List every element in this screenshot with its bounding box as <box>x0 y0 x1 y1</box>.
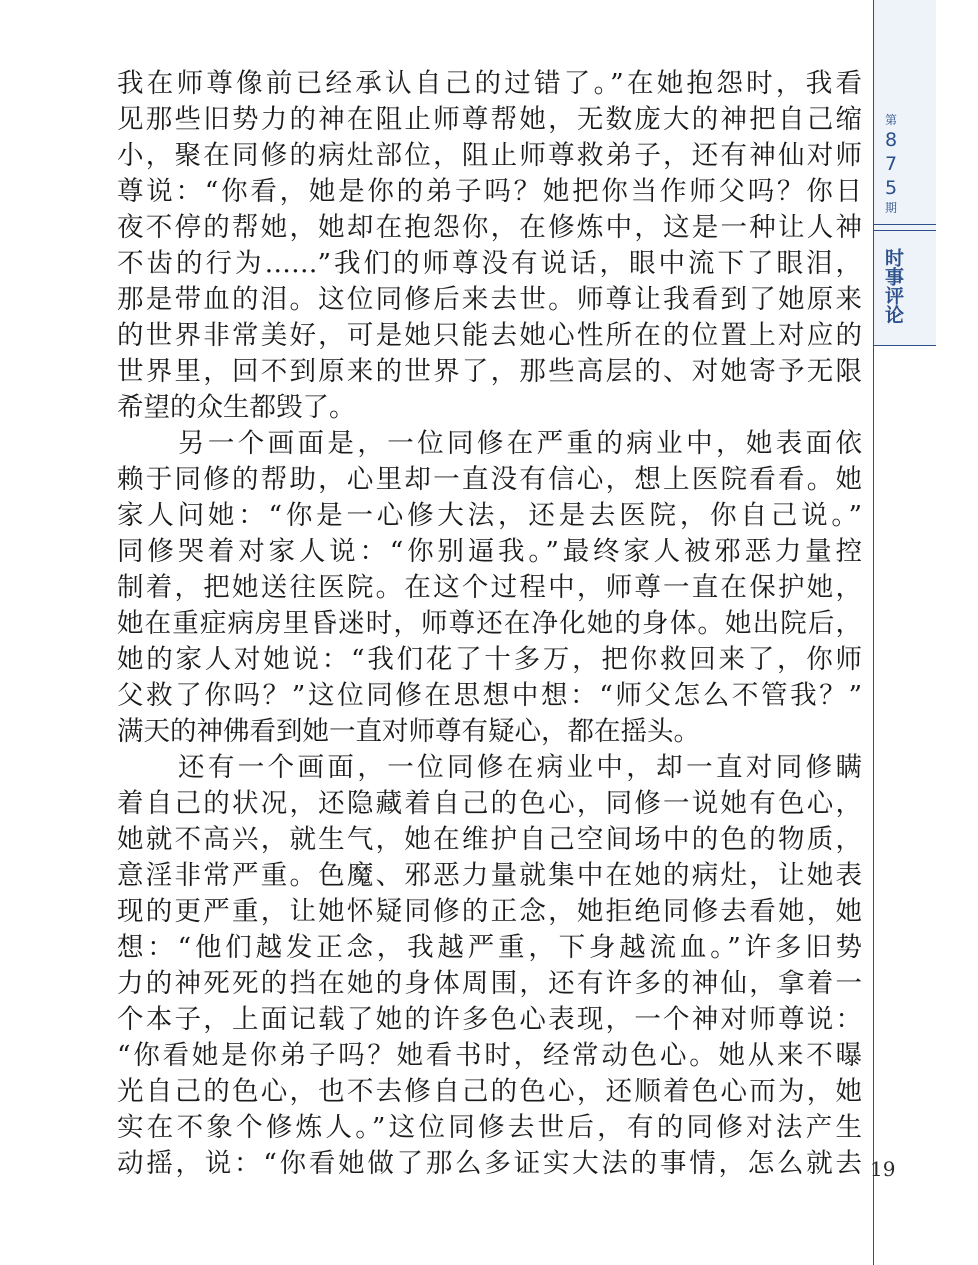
issue-number <box>880 112 902 216</box>
text-line: 赖于同修的帮助，心里却一直没有信心，想上医院看看。她 <box>117 464 862 495</box>
text-line: 她在重症病房里昏迷时，师尊还在净化她的身体。她出院后， <box>117 608 862 639</box>
sidebar <box>873 0 936 1265</box>
text-line: 着自己的状况，还隐藏着自己的色心，同修一说她有色心， <box>117 788 862 819</box>
text-line: 希望的众生都毁了。 <box>117 392 356 423</box>
text-line: 那是带血的泪。这位同修后来去世。师尊让我看到了她原来 <box>117 284 862 315</box>
article-body <box>117 66 862 1182</box>
text-line: 动摇，说：“你看她做了那么多证实大法的事情，怎么就去 <box>117 1148 862 1179</box>
text-line: 意淫非常严重。色魔、邪恶力量就集中在她的病灶，让她表 <box>117 860 862 891</box>
issue-digit: 7 <box>884 153 898 175</box>
text-line: 个本子，上面记载了她的许多色心表现，一个神对师尊说： <box>117 1004 862 1035</box>
text-line: 光自己的色心，也不去修自己的色心，还顺着色心而为，她 <box>117 1076 862 1107</box>
text-line: 想：“他们越发正念，我越严重，下身越流血。”许多旧势 <box>117 932 862 963</box>
text-line: 尊说：“你看，她是你的弟子吗？她把你当作师父吗？你日 <box>117 176 862 207</box>
text-line: 父救了你吗？”这位同修在思想中想：“师父怎么不管我？” <box>117 680 862 711</box>
text-line: 实在不象个修炼人。”这位同修去世后，有的同修对法产生 <box>117 1112 862 1143</box>
text-line: 她就不高兴，就生气，她在维护自己空间场中的色的物质， <box>117 824 862 855</box>
text-line: 她的家人对她说：“我们花了十多万，把你救回来了，你师 <box>117 644 862 675</box>
issue-suffix: 期 <box>884 201 897 215</box>
divider <box>874 345 936 346</box>
text-line: 力的神死死的挡在她的身体周围，还有许多的神仙，拿着一 <box>117 968 862 999</box>
text-line: 家人问她：“你是一心修大法，还是去医院，你自己说。” <box>117 500 862 531</box>
text-line: 小，聚在同修的病灶部位，阻止师尊救弟子，还有神仙对师 <box>117 140 862 171</box>
divider <box>874 230 936 231</box>
paragraph <box>117 750 862 1182</box>
section-title: 时事评论 <box>882 248 904 324</box>
text-line: 现的更严重，让她怀疑同修的正念，她拒绝同修去看她，她 <box>117 896 862 927</box>
text-line: 夜不停的帮她，她却在抱怨你，在修炼中，这是一种让人神 <box>117 212 862 243</box>
text-line: “你看她是你弟子吗？她看书时，经常动色心。她从来不曝 <box>117 1040 862 1071</box>
text-line: 我在师尊像前已经承认自己的过错了。”在她抱怨时，我看 <box>117 68 862 99</box>
issue-digit: 5 <box>884 177 898 199</box>
text-line: 不齿的行为……”我们的师尊没有说话，眼中流下了眼泪， <box>117 248 862 279</box>
page-number: 19 <box>870 1157 896 1181</box>
text-line: 制着，把她送往医院。在这个过程中，师尊一直在保护她， <box>117 572 862 603</box>
text-line: 见那些旧势力的神在阻止师尊帮她，无数庞大的神把自己缩 <box>117 104 862 135</box>
paragraph <box>117 66 862 426</box>
text-line: 满天的神佛看到她一直对师尊有疑心，都在摇头。 <box>117 716 700 747</box>
issue-digit: 8 <box>884 129 898 151</box>
text-line: 世界里，回不到原来的世界了，那些高层的、对她寄予无限 <box>117 356 862 387</box>
divider <box>874 224 936 225</box>
issue-prefix: 第 <box>884 113 897 127</box>
text-line: 另一个画面是，一位同修在严重的病业中，她表面依 <box>178 428 862 459</box>
text-line: 还有一个画面，一位同修在病业中，却一直对同修瞒 <box>178 752 862 783</box>
paragraph <box>117 426 862 750</box>
text-line: 同修哭着对家人说：“你别逼我。”最终家人被邪恶力量控 <box>117 536 862 567</box>
text-line: 的世界非常美好，可是她只能去她心性所在的位置上对应的 <box>117 320 862 351</box>
